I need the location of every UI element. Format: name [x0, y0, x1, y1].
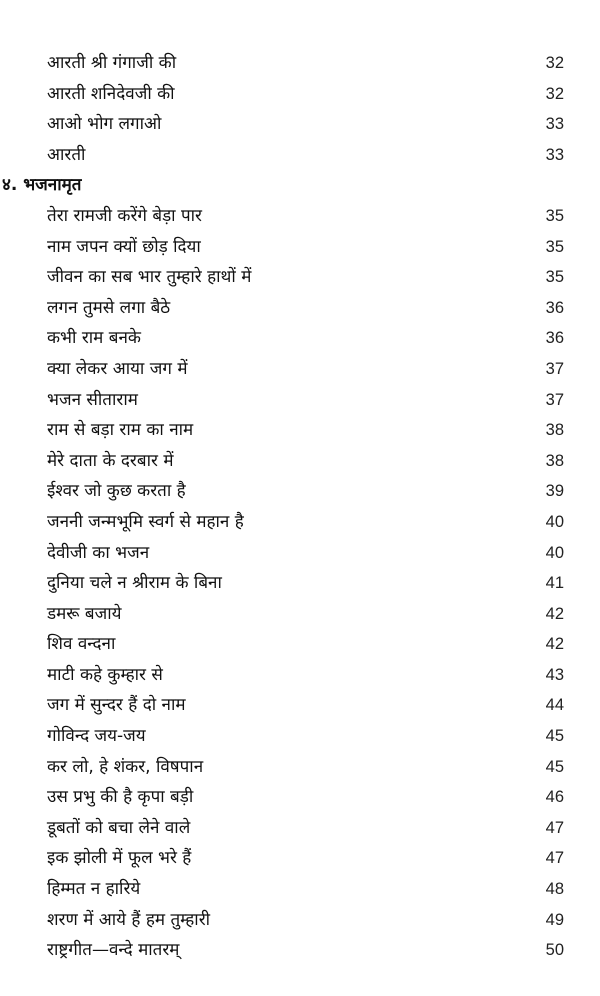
- toc-entry-title: दुनिया चले न श्रीराम के बिना: [47, 573, 222, 594]
- toc-entry-page: 33: [545, 145, 564, 164]
- toc-entry: [0, 232, 600, 263]
- toc-entry-page: 44: [545, 696, 564, 715]
- toc-entry-title: डमरू बजाये: [47, 603, 122, 624]
- toc-entry: [0, 629, 600, 660]
- toc-entry: [0, 660, 600, 691]
- toc-entry-title: हिम्मत न हारिये: [47, 879, 141, 900]
- toc-entry-page: 36: [545, 329, 564, 348]
- toc-entry-page: 38: [545, 451, 564, 470]
- toc-entry-title: माटी कहे कुम्हार से: [47, 664, 163, 685]
- toc-entry-page: 39: [545, 482, 564, 501]
- toc-entry-title: ईश्वर जो कुछ करता है: [47, 481, 186, 502]
- toc-entry: [0, 79, 600, 110]
- toc-entry: [0, 293, 600, 324]
- toc-entry-title: शिव वन्दना: [47, 634, 116, 655]
- toc-entry-title: क्या लेकर आया जग में: [47, 358, 188, 379]
- toc-entry-title: गोविन्द जय-जय: [47, 726, 146, 747]
- toc-entry-title: मेरे दाता के दरबार में: [47, 450, 174, 471]
- toc-entry-page: 35: [545, 206, 564, 225]
- toc-entry-page: 32: [545, 84, 564, 103]
- toc-entry: [0, 323, 600, 354]
- toc-entry-title: राम से बड़ा राम का नाम: [47, 420, 194, 441]
- toc-entry-page: 40: [545, 543, 564, 562]
- toc-entry-page: 42: [545, 604, 564, 623]
- toc-entry-page: 50: [545, 941, 564, 960]
- toc-entry-page: 47: [545, 818, 564, 837]
- toc-entry-title: आओ भोग लगाओ: [47, 114, 162, 135]
- toc-entry: [0, 538, 600, 569]
- toc-entry-title: लगन तुमसे लगा बैठे: [47, 297, 171, 318]
- toc-entry-page: 46: [545, 788, 564, 807]
- toc-entry: [0, 109, 600, 140]
- table-of-contents: [0, 48, 600, 966]
- toc-entry: [0, 201, 600, 232]
- toc-entry: [0, 262, 600, 293]
- toc-entry: [0, 599, 600, 630]
- toc-entry-page: 32: [545, 54, 564, 72]
- toc-entry-title: शरण में आये हैं हम तुम्हारी: [47, 909, 211, 930]
- toc-entry-title: आरती श्री गंगाजी की: [47, 53, 177, 73]
- toc-entry: [0, 874, 600, 905]
- toc-entry: [0, 905, 600, 936]
- section-title: ४. भजनामृत: [2, 175, 82, 196]
- toc-entry-title: जननी जन्मभूमि स्वर्ग से महान है: [47, 511, 244, 532]
- toc-entry-page: 47: [545, 849, 564, 868]
- toc-entry-page: 45: [545, 727, 564, 746]
- toc-entry-title: आरती: [47, 144, 86, 165]
- toc-entry-title: जग में सुन्दर हैं दो नाम: [47, 695, 186, 716]
- toc-entry: [0, 843, 600, 874]
- toc-entry: [0, 476, 600, 507]
- toc-entry-page: 40: [545, 512, 564, 531]
- toc-entry-title: भजन सीताराम: [47, 389, 138, 410]
- toc-entry-page: 37: [545, 390, 564, 409]
- toc-entry-title: डूबतों को बचा लेने वाले: [47, 817, 191, 838]
- toc-entry-title: कर लो, हे शंकर, विषपान: [47, 756, 204, 777]
- toc-entry: [0, 446, 600, 477]
- toc-entry-page: 38: [545, 421, 564, 440]
- toc-entry-page: 35: [545, 268, 564, 287]
- toc-section-heading: [0, 170, 600, 201]
- toc-entry: [0, 721, 600, 752]
- toc-entry-page: 41: [545, 574, 564, 593]
- toc-entry: [0, 568, 600, 599]
- toc-entry-page: 33: [545, 115, 564, 134]
- toc-entry: [0, 48, 600, 79]
- toc-entry: [0, 354, 600, 385]
- toc-entry-title: इक झोली में फूल भरे हैं: [47, 848, 192, 869]
- toc-entry: [0, 507, 600, 538]
- toc-entry-page: 43: [545, 665, 564, 684]
- toc-entry: [0, 782, 600, 813]
- toc-entry-title: जीवन का सब भार तुम्हारे हाथों में: [47, 267, 252, 288]
- toc-entry-title: कभी राम बनके: [47, 328, 141, 349]
- toc-entry: [0, 415, 600, 446]
- toc-entry: [0, 752, 600, 783]
- toc-entry-page: 48: [545, 880, 564, 899]
- toc-entry-title: उस प्रभु की है कृपा बड़ी: [47, 787, 194, 808]
- toc-entry-page: 36: [545, 298, 564, 317]
- toc-entry-page: 37: [545, 359, 564, 378]
- toc-entry: [0, 140, 600, 171]
- toc-entry-title: नाम जपन क्यों छोड़ दिया: [47, 236, 201, 257]
- toc-entry-title: देवीजी का भजन: [47, 542, 150, 563]
- toc-entry: [0, 935, 600, 966]
- toc-entry: [0, 385, 600, 416]
- toc-entry: [0, 690, 600, 721]
- toc-entry-page: 45: [545, 757, 564, 776]
- toc-entry-title: राष्ट्रगीत—वन्दे मातरम्: [47, 940, 180, 961]
- toc-entry-title: आरती शनिदेवजी की: [47, 83, 175, 104]
- toc-entry-title: तेरा रामजी करेंगे बेड़ा पार: [47, 205, 202, 226]
- toc-entry-page: 49: [545, 910, 564, 929]
- toc-entry: [0, 813, 600, 844]
- toc-entry-page: 35: [545, 237, 564, 256]
- toc-entry-page: 42: [545, 635, 564, 654]
